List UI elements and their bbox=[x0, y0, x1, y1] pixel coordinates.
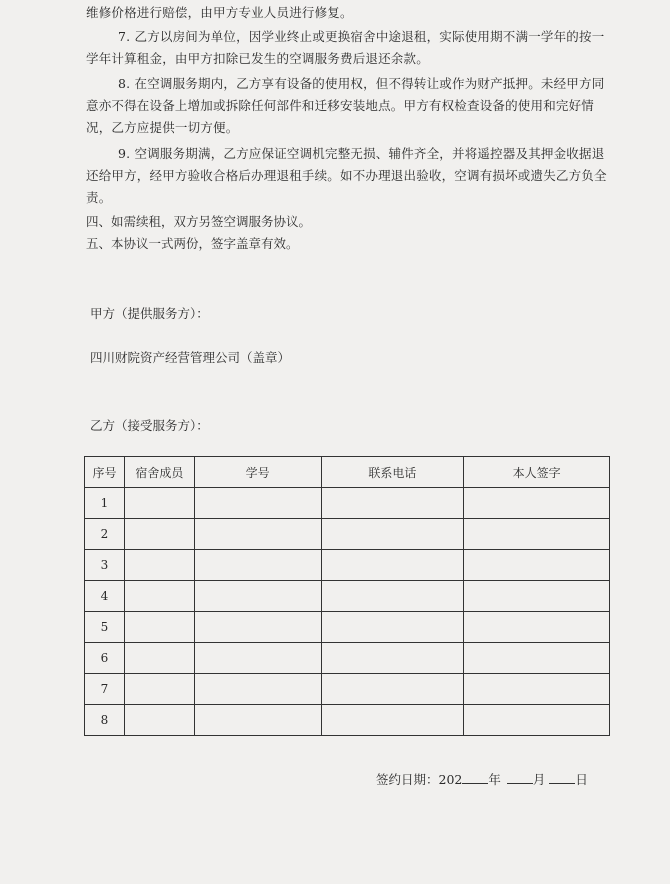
month-blank[interactable] bbox=[507, 771, 533, 784]
phone-cell[interactable] bbox=[321, 643, 464, 674]
table-row bbox=[85, 612, 610, 643]
table-header-row bbox=[85, 457, 610, 488]
party-b-label: 乙方（接受服务方）： bbox=[90, 418, 209, 433]
table-row bbox=[85, 705, 610, 736]
signing-date bbox=[376, 770, 588, 788]
clause-9: 9. 空调服务期满，乙方应保证空调机完整无损、辅件齐全，并将遥控器及其押金收据退还给甲方，经甲方验收合格后办理退租手续。如不办理退出验收，空调有损坏或遗失乙方负全责。 bbox=[86, 146, 607, 205]
table-row bbox=[85, 581, 610, 612]
clause-7: 7. 乙方以房间为单位，因学业终止或更换宿舍中途退租，实际使用期不满一学年的按一学年计算租金，由甲方扣除已发生的空调服务费后退还余款。 bbox=[86, 29, 605, 66]
student-id-cell[interactable] bbox=[194, 643, 321, 674]
member-cell[interactable] bbox=[124, 550, 194, 581]
student-id-cell[interactable] bbox=[194, 488, 321, 519]
phone-cell[interactable] bbox=[321, 519, 464, 550]
signature-cell[interactable] bbox=[464, 581, 610, 612]
signature-cell[interactable] bbox=[464, 488, 610, 519]
table-row bbox=[85, 519, 610, 550]
member-cell[interactable] bbox=[124, 705, 194, 736]
member-cell[interactable] bbox=[124, 581, 194, 612]
table-row bbox=[85, 674, 610, 705]
table-row bbox=[85, 550, 610, 581]
row-index: 1 bbox=[85, 488, 125, 519]
dorm-members-table bbox=[84, 456, 610, 736]
clause-8: 8. 在空调服务期内，乙方享有设备的使用权，但不得转让或作为财产抵押。未经甲方同意亦不得在设备上增加或拆除任何部件和迁移安装地点。甲方有权检查设备的使用和完好情况，乙方应提供一切方便。 bbox=[86, 76, 605, 135]
member-cell[interactable] bbox=[124, 612, 194, 643]
row-index: 7 bbox=[85, 674, 125, 705]
year-blank[interactable] bbox=[462, 771, 488, 784]
member-cell[interactable] bbox=[124, 519, 194, 550]
section-5: 五、本协议一式两份，签字盖章有效。 bbox=[86, 236, 299, 251]
member-cell[interactable] bbox=[124, 488, 194, 519]
signature-cell[interactable] bbox=[464, 705, 610, 736]
table-row bbox=[85, 488, 610, 519]
student-id-cell[interactable] bbox=[194, 705, 321, 736]
phone-cell[interactable] bbox=[321, 550, 464, 581]
signing-date-label: 签约日期： bbox=[376, 772, 439, 787]
student-id-cell[interactable] bbox=[194, 581, 321, 612]
year-prefix: 202 bbox=[438, 772, 463, 787]
member-cell[interactable] bbox=[124, 643, 194, 674]
row-index: 4 bbox=[85, 581, 125, 612]
student-id-cell[interactable] bbox=[194, 519, 321, 550]
day-unit: 日 bbox=[575, 772, 588, 787]
header-student-id: 学号 bbox=[194, 457, 321, 488]
party-a-label: 甲方（提供服务方）： bbox=[90, 306, 209, 321]
signature-cell[interactable] bbox=[464, 643, 610, 674]
table-row bbox=[85, 643, 610, 674]
signature-cell[interactable] bbox=[464, 519, 610, 550]
signature-cell[interactable] bbox=[464, 612, 610, 643]
header-member: 宿舍成员 bbox=[124, 457, 194, 488]
phone-cell[interactable] bbox=[321, 612, 464, 643]
row-index: 2 bbox=[85, 519, 125, 550]
student-id-cell[interactable] bbox=[194, 550, 321, 581]
row-index: 8 bbox=[85, 705, 125, 736]
month-unit: 月 bbox=[532, 772, 546, 787]
day-blank[interactable] bbox=[549, 771, 575, 784]
signature-cell[interactable] bbox=[464, 674, 610, 705]
section-4: 四、如需续租，双方另签空调服务协议。 bbox=[86, 214, 312, 229]
phone-cell[interactable] bbox=[321, 581, 464, 612]
member-cell[interactable] bbox=[124, 674, 194, 705]
phone-cell[interactable] bbox=[321, 705, 464, 736]
header-signature: 本人签字 bbox=[464, 457, 610, 488]
year-unit: 年 bbox=[488, 772, 501, 787]
header-index: 序号 bbox=[85, 457, 125, 488]
signature-cell[interactable] bbox=[464, 550, 610, 581]
party-a-company: 四川财院资产经营管理公司（盖章） bbox=[90, 350, 291, 365]
clause-6-tail: 维修价格进行赔偿，由甲方专业人员进行修复。 bbox=[86, 5, 353, 20]
row-index: 3 bbox=[85, 550, 125, 581]
row-index: 5 bbox=[85, 612, 125, 643]
phone-cell[interactable] bbox=[321, 488, 464, 519]
row-index: 6 bbox=[85, 643, 125, 674]
student-id-cell[interactable] bbox=[194, 612, 321, 643]
header-phone: 联系电话 bbox=[321, 457, 464, 488]
phone-cell[interactable] bbox=[321, 674, 464, 705]
student-id-cell[interactable] bbox=[194, 674, 321, 705]
